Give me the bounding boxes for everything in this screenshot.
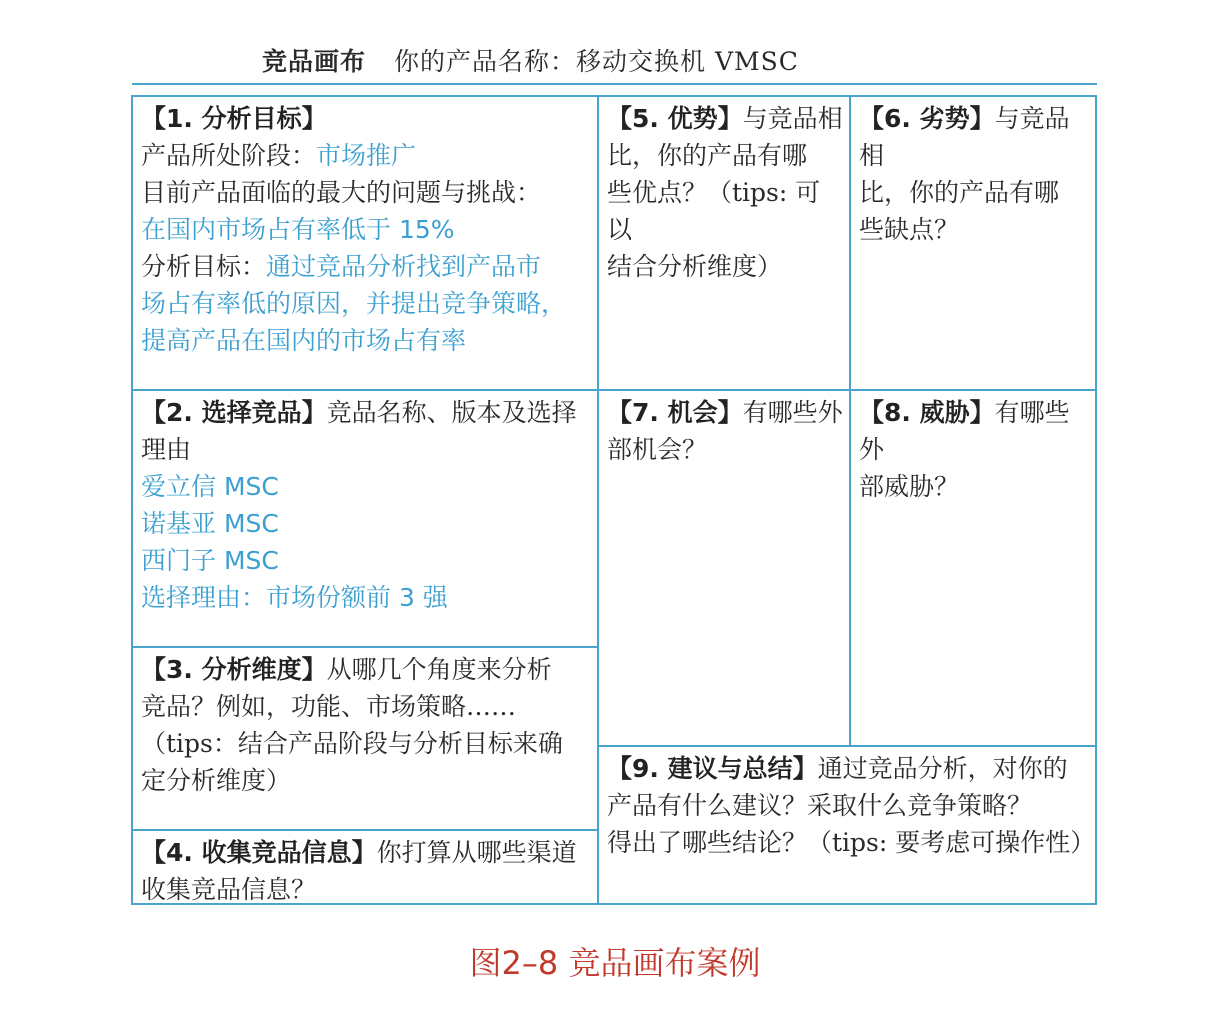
cell-desc: （tips：结合产品阶段与分析目标来确 bbox=[141, 729, 563, 758]
cell-title: 【2. 选择竞品】 bbox=[141, 398, 327, 427]
stage-value: 市场推广 bbox=[316, 141, 417, 170]
cell-desc: 与竞品相 bbox=[859, 104, 1070, 170]
cell-title: 【3. 分析维度】 bbox=[141, 655, 327, 684]
cell-suggestions-summary bbox=[599, 747, 1095, 903]
competitor-canvas-grid bbox=[131, 95, 1097, 905]
cell-desc: 产品有什么建议？采取什么竞争策略？ bbox=[607, 791, 1033, 820]
competitor-item: 西门子 MSC bbox=[141, 546, 279, 575]
cell-desc: 收集竞品信息？ bbox=[141, 875, 317, 903]
cell-desc: 通过竞品分析，对你的 bbox=[817, 754, 1068, 783]
cell-title: 【1. 分析目标】 bbox=[141, 104, 327, 133]
cell-desc: 竞品？例如，功能、市场策略…… bbox=[141, 692, 517, 721]
goal-label: 分析目标： bbox=[141, 252, 267, 281]
cell-desc: 有哪些外 bbox=[859, 398, 1070, 464]
goal-value: 提高产品在国内的市场占有率 bbox=[141, 326, 467, 355]
competitor-item: 诺基亚 MSC bbox=[141, 509, 279, 538]
problem-value: 在国内市场占有率低于 15% bbox=[141, 215, 455, 244]
cell-select-competitors bbox=[133, 391, 597, 646]
cell-opportunities bbox=[599, 391, 849, 745]
selection-reason: 选择理由：市场份额前 3 强 bbox=[141, 583, 448, 612]
cell-desc: 得出了哪些结论？（tips: 要考虑可操作性） bbox=[607, 828, 1095, 857]
problem-label: 目前产品面临的最大的问题与挑战： bbox=[141, 178, 542, 207]
cell-desc: 有哪些外 bbox=[742, 398, 843, 427]
cell-desc: 结合分析维度） bbox=[607, 252, 783, 281]
figure-caption: 图2–8 竞品画布案例 bbox=[469, 944, 761, 982]
product-label: 你的产品名称： bbox=[394, 47, 577, 76]
cell-title: 【9. 建议与总结】 bbox=[607, 754, 818, 783]
cell-title: 【5. 优势】 bbox=[607, 104, 743, 133]
cell-desc: 比，你的产品有哪 bbox=[859, 178, 1060, 207]
cell-strengths bbox=[599, 97, 849, 389]
competitor-item: 爱立信 MSC bbox=[141, 472, 279, 501]
cell-desc: 些优点？（tips: 可以 bbox=[607, 178, 821, 244]
cell-desc: 理由 bbox=[141, 435, 192, 464]
goal-value: 场占有率低的原因，并提出竞争策略， bbox=[141, 289, 567, 318]
product-name: 移动交换机 VMSC bbox=[576, 47, 799, 76]
cell-desc: 部机会？ bbox=[607, 435, 708, 464]
cell-title: 【6. 劣势】 bbox=[859, 104, 995, 133]
stage-label: 产品所处阶段： bbox=[141, 141, 317, 170]
cell-desc: 部威胁？ bbox=[859, 472, 960, 501]
cell-analysis-dimensions bbox=[133, 648, 597, 829]
cell-desc: 从哪几个角度来分析 bbox=[326, 655, 552, 684]
cell-desc: 你打算从哪些渠道 bbox=[376, 838, 577, 867]
cell-collect-info bbox=[133, 831, 597, 903]
cell-desc: 定分析维度） bbox=[141, 766, 292, 795]
cell-title: 【4. 收集竞品信息】 bbox=[141, 838, 377, 867]
cell-desc: 些缺点？ bbox=[859, 215, 960, 244]
header-rule bbox=[132, 83, 1097, 85]
canvas-title: 竞品画布 bbox=[262, 47, 367, 76]
cell-threats bbox=[851, 391, 1095, 745]
cell-analysis-goal bbox=[133, 97, 597, 389]
cell-desc: 与竞品相 bbox=[742, 104, 843, 133]
canvas-header bbox=[262, 42, 799, 78]
cell-weaknesses bbox=[851, 97, 1095, 389]
cell-desc: 比，你的产品有哪 bbox=[607, 141, 808, 170]
cell-title: 【7. 机会】 bbox=[607, 398, 743, 427]
cell-title: 【8. 威胁】 bbox=[859, 398, 995, 427]
goal-value: 通过竞品分析找到产品市 bbox=[266, 252, 542, 281]
cell-desc: 竞品名称、版本及选择 bbox=[326, 398, 577, 427]
